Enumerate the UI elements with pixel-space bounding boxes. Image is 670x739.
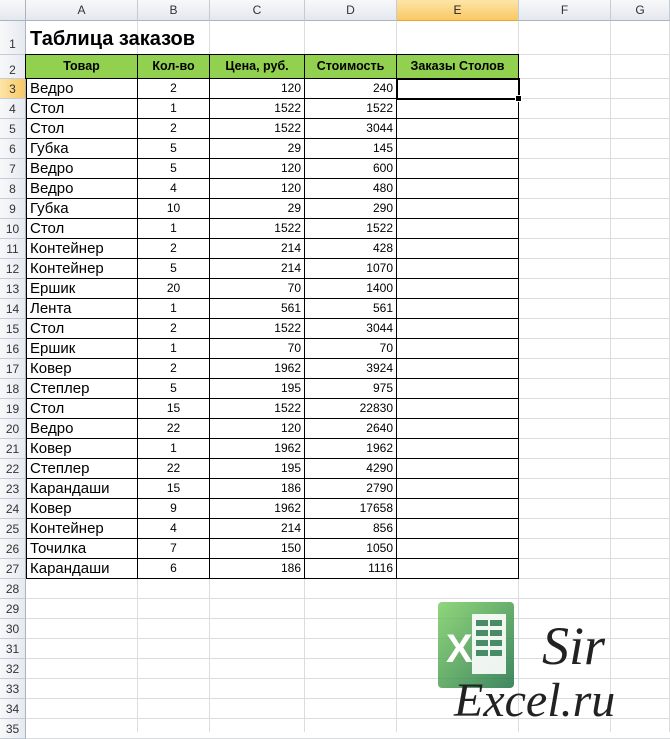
table-cell[interactable]: 3044 bbox=[305, 119, 397, 139]
table-cell[interactable]: 145 bbox=[305, 139, 397, 159]
row-header-12[interactable]: 12 bbox=[0, 259, 26, 279]
table-cell[interactable]: Степлер bbox=[26, 379, 138, 399]
row-header-5[interactable]: 5 bbox=[0, 119, 26, 139]
table-cell[interactable]: Ведро bbox=[26, 79, 138, 99]
table-cell[interactable]: 214 bbox=[210, 259, 305, 279]
svg-text:X: X bbox=[446, 627, 473, 671]
table-cell[interactable]: 561 bbox=[210, 299, 305, 319]
table-cell[interactable]: 4 bbox=[138, 179, 210, 199]
row-header-18[interactable]: 18 bbox=[0, 379, 26, 399]
table-cell[interactable]: 1522 bbox=[305, 219, 397, 239]
table-cell[interactable]: Карандаши bbox=[26, 479, 138, 499]
column-header-b[interactable]: B bbox=[138, 0, 210, 21]
table-cell[interactable]: 3044 bbox=[305, 319, 397, 339]
table-cell[interactable] bbox=[397, 499, 519, 519]
row-header-26[interactable]: 26 bbox=[0, 539, 26, 559]
table-cell[interactable]: 29 bbox=[210, 139, 305, 159]
row-header-28[interactable]: 28 bbox=[0, 579, 26, 599]
row-header-7[interactable]: 7 bbox=[0, 159, 26, 179]
table-cell[interactable] bbox=[397, 319, 519, 339]
table-cell[interactable]: 6 bbox=[138, 559, 210, 579]
row-header-34[interactable]: 34 bbox=[0, 699, 26, 719]
table-cell[interactable]: 5 bbox=[138, 379, 210, 399]
row-header-31[interactable]: 31 bbox=[0, 639, 26, 659]
table-cell[interactable] bbox=[397, 279, 519, 299]
table-cell[interactable]: Ершик bbox=[26, 279, 138, 299]
table-cell[interactable] bbox=[397, 139, 519, 159]
table-cell[interactable]: 1522 bbox=[210, 219, 305, 239]
row-header-35[interactable]: 35 bbox=[0, 719, 26, 739]
table-cell[interactable]: 1522 bbox=[210, 99, 305, 119]
table-cell[interactable]: 1962 bbox=[210, 359, 305, 379]
table-cell[interactable]: Ведро bbox=[26, 179, 138, 199]
row-header-20[interactable]: 20 bbox=[0, 419, 26, 439]
select-all-corner[interactable] bbox=[0, 0, 26, 21]
row-header-11[interactable]: 11 bbox=[0, 239, 26, 259]
table-cell[interactable]: 1522 bbox=[210, 319, 305, 339]
logo-text-sir: Sir bbox=[542, 616, 606, 676]
row-header-14[interactable]: 14 bbox=[0, 299, 26, 319]
table-cell[interactable]: 3924 bbox=[305, 359, 397, 379]
table-cell[interactable]: 150 bbox=[210, 539, 305, 559]
row-header-16[interactable]: 16 bbox=[0, 339, 26, 359]
table-cell[interactable]: 70 bbox=[210, 339, 305, 359]
table-cell[interactable]: 1 bbox=[138, 339, 210, 359]
row-header-22[interactable]: 22 bbox=[0, 459, 26, 479]
table-cell[interactable]: 17658 bbox=[305, 499, 397, 519]
table-cell[interactable]: 561 bbox=[305, 299, 397, 319]
table-cell[interactable]: Стол bbox=[26, 99, 138, 119]
table-cell[interactable] bbox=[397, 359, 519, 379]
table-cell[interactable]: Контейнер bbox=[26, 259, 138, 279]
table-cell[interactable]: Лента bbox=[26, 299, 138, 319]
table-cell[interactable]: Губка bbox=[26, 199, 138, 219]
table-cell[interactable] bbox=[397, 199, 519, 219]
table-cell[interactable]: 2640 bbox=[305, 419, 397, 439]
row-header-2[interactable]: 2 bbox=[0, 55, 26, 79]
row-header-15[interactable]: 15 bbox=[0, 319, 26, 339]
table-cell[interactable] bbox=[397, 479, 519, 499]
table-cell[interactable]: 70 bbox=[210, 279, 305, 299]
table-cell[interactable]: 4290 bbox=[305, 459, 397, 479]
table-cell[interactable] bbox=[397, 299, 519, 319]
table-cell[interactable]: 186 bbox=[210, 559, 305, 579]
table-cell[interactable]: Контейнер bbox=[26, 519, 138, 539]
sirexcel-logo bbox=[432, 598, 668, 732]
table-cell[interactable]: 9 bbox=[138, 499, 210, 519]
header-zakazy-stolov[interactable]: Заказы Столов bbox=[396, 54, 519, 79]
table-cell[interactable]: 1522 bbox=[210, 119, 305, 139]
row-header-4[interactable]: 4 bbox=[0, 99, 26, 119]
table-cell[interactable] bbox=[397, 99, 519, 119]
table-cell[interactable]: 1 bbox=[138, 439, 210, 459]
header-tovar[interactable]: Товар bbox=[25, 54, 138, 79]
table-cell[interactable]: 120 bbox=[210, 159, 305, 179]
table-cell[interactable] bbox=[397, 399, 519, 419]
table-cell[interactable]: 120 bbox=[210, 419, 305, 439]
table-cell[interactable]: 2 bbox=[138, 79, 210, 99]
table-cell[interactable]: 15 bbox=[138, 399, 210, 419]
table-cell[interactable]: 195 bbox=[210, 379, 305, 399]
table-cell[interactable] bbox=[397, 119, 519, 139]
row-header-32[interactable]: 32 bbox=[0, 659, 26, 679]
row-header-23[interactable]: 23 bbox=[0, 479, 26, 499]
table-cell[interactable]: 240 bbox=[305, 79, 397, 99]
table-cell[interactable] bbox=[397, 519, 519, 539]
table-cell[interactable]: Губка bbox=[26, 139, 138, 159]
table-cell[interactable]: Стол bbox=[26, 119, 138, 139]
table-cell[interactable]: Стол bbox=[26, 219, 138, 239]
table-cell[interactable] bbox=[397, 259, 519, 279]
table-cell[interactable]: Ершик bbox=[26, 339, 138, 359]
row-header-21[interactable]: 21 bbox=[0, 439, 26, 459]
column-header-c[interactable]: C bbox=[210, 0, 305, 21]
row-header-29[interactable]: 29 bbox=[0, 599, 26, 619]
row-header-3[interactable]: 3 bbox=[0, 79, 26, 99]
sheet-title[interactable]: Таблица заказов bbox=[30, 28, 196, 50]
table-cell[interactable]: 1962 bbox=[210, 499, 305, 519]
table-cell[interactable]: 1116 bbox=[305, 559, 397, 579]
table-cell[interactable]: 428 bbox=[305, 239, 397, 259]
table-cell[interactable]: 2 bbox=[138, 119, 210, 139]
table-cell[interactable]: 1522 bbox=[305, 99, 397, 119]
row-header-1[interactable]: 1 bbox=[0, 21, 26, 55]
table-cell[interactable]: 195 bbox=[210, 459, 305, 479]
table-cell[interactable]: 5 bbox=[138, 159, 210, 179]
row-header-27[interactable]: 27 bbox=[0, 559, 26, 579]
table-cell[interactable]: 1 bbox=[138, 299, 210, 319]
table-cell[interactable]: Стол bbox=[26, 399, 138, 419]
table-cell[interactable]: 10 bbox=[138, 199, 210, 219]
table-cell[interactable]: 1962 bbox=[305, 439, 397, 459]
table-cell[interactable]: 600 bbox=[305, 159, 397, 179]
column-header-e[interactable]: E bbox=[397, 0, 519, 21]
table-cell[interactable] bbox=[397, 539, 519, 559]
table-cell[interactable]: 20 bbox=[138, 279, 210, 299]
table-cell[interactable]: 290 bbox=[305, 199, 397, 219]
table-cell[interactable]: 2 bbox=[138, 319, 210, 339]
table-cell[interactable] bbox=[397, 379, 519, 399]
header-stoimost[interactable]: Стоимость bbox=[304, 54, 397, 79]
table-cell[interactable]: Ведро bbox=[26, 159, 138, 179]
column-header-a[interactable]: A bbox=[26, 0, 138, 21]
row-header-6[interactable]: 6 bbox=[0, 139, 26, 159]
table-cell[interactable]: 120 bbox=[210, 179, 305, 199]
table-cell[interactable]: Ведро bbox=[26, 419, 138, 439]
table-cell[interactable]: 29 bbox=[210, 199, 305, 219]
column-header-f[interactable]: F bbox=[519, 0, 611, 21]
table-cell[interactable]: 5 bbox=[138, 139, 210, 159]
table-cell[interactable]: 1050 bbox=[305, 539, 397, 559]
table-cell[interactable]: 120 bbox=[210, 79, 305, 99]
table-cell[interactable]: 214 bbox=[210, 239, 305, 259]
table-cell[interactable]: 1 bbox=[138, 99, 210, 119]
table-cell[interactable]: 975 bbox=[305, 379, 397, 399]
table-cell[interactable] bbox=[397, 439, 519, 459]
table-cell[interactable] bbox=[397, 459, 519, 479]
row-header-30[interactable]: 30 bbox=[0, 619, 26, 639]
table-cell[interactable]: 22830 bbox=[305, 399, 397, 419]
table-cell[interactable]: 4 bbox=[138, 519, 210, 539]
table-cell[interactable]: Ковер bbox=[26, 439, 138, 459]
row-header-13[interactable]: 13 bbox=[0, 279, 26, 299]
table-cell[interactable]: 480 bbox=[305, 179, 397, 199]
row-header-8[interactable]: 8 bbox=[0, 179, 26, 199]
table-cell[interactable] bbox=[397, 339, 519, 359]
table-cell[interactable]: 214 bbox=[210, 519, 305, 539]
table-cell[interactable] bbox=[397, 559, 519, 579]
row-header-19[interactable]: 19 bbox=[0, 399, 26, 419]
table-cell[interactable]: Карандаши bbox=[26, 559, 138, 579]
table-cell[interactable]: 2 bbox=[138, 359, 210, 379]
row-header-10[interactable]: 10 bbox=[0, 219, 26, 239]
row-header-25[interactable]: 25 bbox=[0, 519, 26, 539]
row-header-33[interactable]: 33 bbox=[0, 679, 26, 699]
table-cell[interactable]: 7 bbox=[138, 539, 210, 559]
header-cena[interactable]: Цена, руб. bbox=[209, 54, 305, 79]
table-cell[interactable]: Точилка bbox=[26, 539, 138, 559]
table-cell[interactable]: Ковер bbox=[26, 499, 138, 519]
table-cell[interactable]: 2790 bbox=[305, 479, 397, 499]
table-cell[interactable]: 856 bbox=[305, 519, 397, 539]
table-cell[interactable]: 1400 bbox=[305, 279, 397, 299]
column-header-d[interactable]: D bbox=[305, 0, 397, 21]
table-cell[interactable] bbox=[397, 179, 519, 199]
table-cell[interactable] bbox=[397, 419, 519, 439]
row-header-24[interactable]: 24 bbox=[0, 499, 26, 519]
table-cell[interactable]: 1 bbox=[138, 219, 210, 239]
table-cell[interactable]: 186 bbox=[210, 479, 305, 499]
active-cell-e3[interactable] bbox=[396, 78, 520, 100]
table-cell[interactable]: 1522 bbox=[210, 399, 305, 419]
table-cell[interactable]: Степлер bbox=[26, 459, 138, 479]
header-kolvo[interactable]: Кол-во bbox=[137, 54, 210, 79]
column-header-g[interactable]: G bbox=[611, 0, 670, 21]
table-cell[interactable]: 22 bbox=[138, 459, 210, 479]
table-cell[interactable]: 2 bbox=[138, 239, 210, 259]
logo-text-excel: Excel.ru bbox=[454, 674, 616, 727]
table-cell[interactable]: Контейнер bbox=[26, 239, 138, 259]
table-cell[interactable]: Ковер bbox=[26, 359, 138, 379]
table-cell[interactable]: 70 bbox=[305, 339, 397, 359]
table-cell[interactable]: 5 bbox=[138, 259, 210, 279]
table-cell[interactable] bbox=[397, 239, 519, 259]
table-cell[interactable]: 22 bbox=[138, 419, 210, 439]
row-header-9[interactable]: 9 bbox=[0, 199, 26, 219]
table-cell[interactable]: 1962 bbox=[210, 439, 305, 459]
table-cell[interactable]: Стол bbox=[26, 319, 138, 339]
table-cell[interactable]: 15 bbox=[138, 479, 210, 499]
table-cell[interactable]: 1070 bbox=[305, 259, 397, 279]
table-cell[interactable] bbox=[397, 159, 519, 179]
row-header-17[interactable]: 17 bbox=[0, 359, 26, 379]
table-cell[interactable] bbox=[397, 219, 519, 239]
